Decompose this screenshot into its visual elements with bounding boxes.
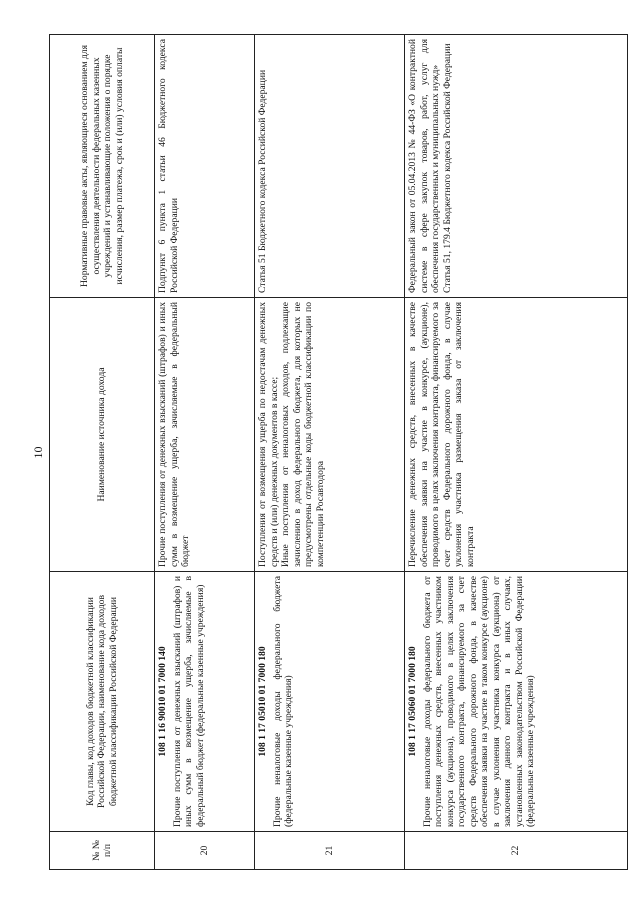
code-description: Прочие неналоговые доходы федерального бюджета (федеральные казенные учреждения) xyxy=(271,576,294,827)
row-num: 21 xyxy=(255,832,405,870)
header-name: Наименование источника дохода xyxy=(50,298,155,572)
income-sources-table xyxy=(49,34,628,870)
budget-code: 108 1 17 05010 01 7000 180 xyxy=(257,646,268,757)
row-num: 22 xyxy=(405,832,628,870)
row-code-cell xyxy=(255,572,405,832)
row-name-cell xyxy=(255,298,405,572)
row-acts-cell xyxy=(155,35,255,298)
budget-code: 108 1 16 90010 01 7000 140 xyxy=(157,646,168,757)
code-description: Прочие неналоговые доходы федерального бюджета от поступления денежных средств, внесенных участником конкурса (аукциона), проводимого в целях заключения государственного контракта, финансируемого за счет средств Федерального дорожного фонда, в качестве обеспечения заявки на участие в таком конкурсе (аукционе) в случае уклонения участника конкурса (аукциона) от заключения данного контракта и в иных случаях, установленных законодательством Российской Федерации (федеральные казенные учреждения) xyxy=(421,576,536,827)
income-source-text: Прочие поступления от денежных взысканий (штрафов) и иных сумм в возмещение ущерба, зачисляемые в федеральный бюджет xyxy=(157,302,191,567)
income-source-text: Перечисление денежных средств, внесенных в качестве обеспечения заявки на участие в конкурсе, (аукционе), проводимого в целях заключения контракта, финансируемого за счет средств Федерального дорожного фонда, в случае уклонения участника размещения заказа от заключения контракта xyxy=(407,302,476,567)
page-number: 10 xyxy=(31,446,45,459)
income-source-text: Поступления от возмещения ущерба по недостачам денежных средств и (или) денежных документов в кассе; xyxy=(257,302,280,567)
row-acts-cell xyxy=(405,35,628,298)
table-header-row xyxy=(50,35,155,870)
row-code-cell xyxy=(405,572,628,832)
row-num: 20 xyxy=(155,832,255,870)
legal-act-text: Статья 51 Бюджетного кодекса Российской Федерации xyxy=(257,69,268,293)
income-source-text: Иные поступления от неналоговых доходов, подлежащие зачислению в доход федерального бюджета, для которых не предусмотрены отдельные коды бюджетной классификации по компетенции Росавтодора xyxy=(280,302,326,567)
row-name-cell xyxy=(155,298,255,572)
row-code-cell xyxy=(155,572,255,832)
legal-act-text: Подпункт 6 пункта 1 статьи 46 Бюджетного кодекса Российской Федерации xyxy=(157,39,180,293)
header-code: Код главы, код доходов бюджетной классификации Российской Федерации, наименование кода доходов бюджетной классификации Российской Федерации xyxy=(50,572,155,832)
code-description: Прочие поступления от денежных взысканий (штрафов) и иных сумм в возмещение ущерба, зачисляемые в федеральный бюджет (федеральные казенные учреждения) xyxy=(171,576,206,827)
row-name-cell xyxy=(405,298,628,572)
table-row xyxy=(255,35,405,870)
table-row xyxy=(155,35,255,870)
legal-act-text: Статья 51, 179.4 Бюджетного кодекса Российской Федерации xyxy=(441,43,453,293)
budget-code: 108 1 17 05060 01 7000 180 xyxy=(407,646,418,757)
legal-act-text: Федеральный закон от 05.04.2013 № 44-ФЗ «О контрактной системе в сфере закупок товаров, работ, услуг для обеспечения государственных и муниципальных нужд» xyxy=(407,39,441,293)
table-row xyxy=(405,35,628,870)
header-num: № № п/п xyxy=(50,832,155,870)
rotated-content xyxy=(31,35,628,870)
header-acts: Нормативные правовые акты, являющиеся основанием для осуществления деятельности федеральных казенных учреждений и устанавливающие положения о порядке исчисления, размер платежа, срок и (или) условия оплаты xyxy=(50,35,155,298)
row-acts-cell xyxy=(255,35,405,298)
